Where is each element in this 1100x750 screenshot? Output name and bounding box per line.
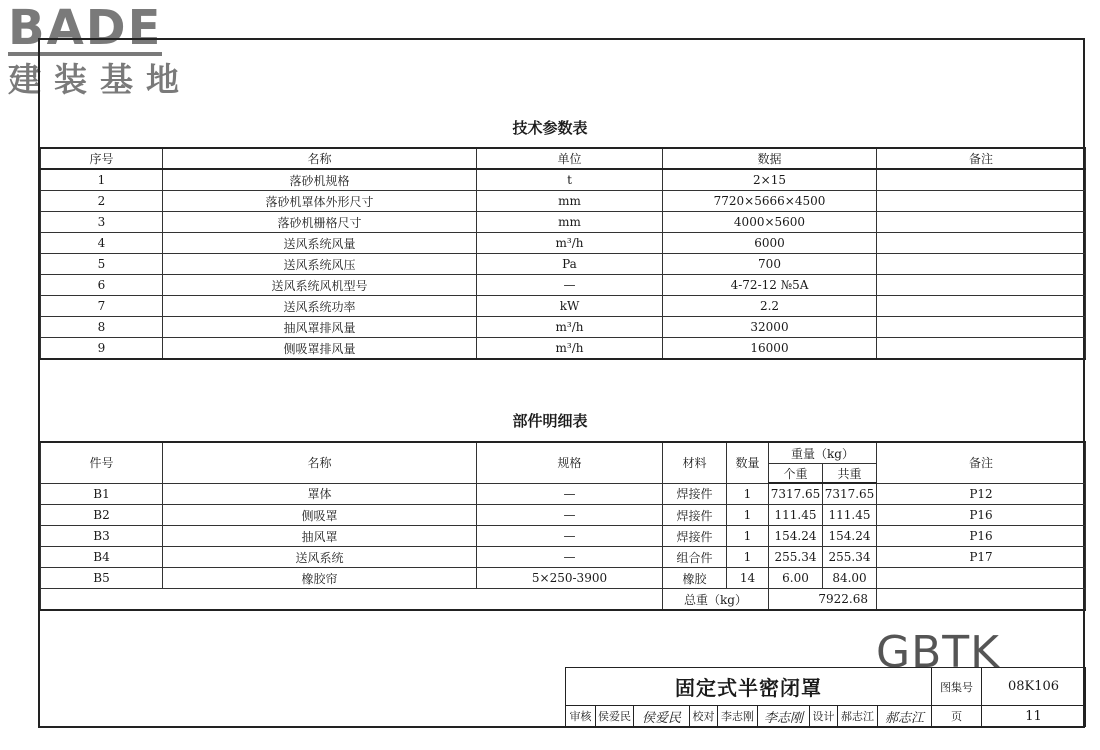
parts-header-cell: 重量（kg） [769, 442, 877, 464]
page-number: 11 [982, 706, 1086, 727]
table-row [41, 191, 1086, 212]
table-cell: 2.2 [663, 296, 877, 317]
table-cell: mm [477, 212, 663, 233]
table-cell: 焊接件 [663, 505, 727, 526]
table-cell: 7 [41, 296, 163, 317]
logo-cn: 建装基地 [8, 60, 192, 99]
atlas-label: 图集号 [932, 668, 982, 706]
table-cell: B2 [41, 505, 163, 526]
table-cell: — [477, 547, 663, 568]
table-row [41, 317, 1086, 338]
table-cell: 5 [41, 254, 163, 275]
params-header-cell: 单位 [477, 148, 663, 169]
table-cell: 5×250-3900 [477, 568, 663, 589]
table-cell: 送风系统风压 [163, 254, 477, 275]
table-cell [877, 191, 1086, 212]
table-cell: — [477, 505, 663, 526]
total-note [877, 589, 1086, 611]
table-cell: B3 [41, 526, 163, 547]
table-cell: 32000 [663, 317, 877, 338]
table-row [41, 505, 1086, 526]
params-header-cell: 序号 [41, 148, 163, 169]
table-cell: m³/h [477, 338, 663, 360]
table-cell: 落砂机规格 [163, 169, 477, 191]
table-cell [877, 254, 1086, 275]
table-cell: Pa [477, 254, 663, 275]
table-row [41, 568, 1086, 589]
designer-signature: 郝志江 [878, 706, 932, 727]
table-cell: 16000 [663, 338, 877, 360]
table-cell: 3 [41, 212, 163, 233]
parts-header-cell: 备注 [877, 442, 1086, 483]
table-cell: P17 [877, 547, 1086, 568]
checker-name: 李志刚 [718, 706, 758, 727]
table-cell: 7317.65 [823, 483, 877, 505]
table-row [41, 233, 1086, 254]
table-cell: 4 [41, 233, 163, 254]
table-row [41, 338, 1086, 360]
params-table [40, 147, 1086, 360]
table-cell [877, 568, 1086, 589]
parts-header-cell: 共重 [823, 464, 877, 484]
reviewer-signature: 侯爱民 [634, 706, 690, 727]
table-cell: 84.00 [823, 568, 877, 589]
logo-latin: BADE [8, 0, 163, 56]
table-cell [877, 233, 1086, 254]
atlas-number: 08K106 [982, 668, 1086, 706]
table-cell: B5 [41, 568, 163, 589]
table-row [41, 483, 1086, 505]
table-cell [877, 212, 1086, 233]
table-cell: 1 [727, 547, 769, 568]
table-cell: 154.24 [823, 526, 877, 547]
table-cell [877, 296, 1086, 317]
check-label: 校对 [690, 706, 718, 727]
table-cell [877, 169, 1086, 191]
table-cell: 154.24 [769, 526, 823, 547]
table-cell: — [477, 526, 663, 547]
reviewer-name: 侯爱民 [596, 706, 634, 727]
table-cell: 送风系统风机型号 [163, 275, 477, 296]
table-cell: 焊接件 [663, 483, 727, 505]
parts-header-cell: 材料 [663, 442, 727, 483]
total-label: 总重（kg） [663, 589, 769, 611]
table-cell: 侧吸罩排风量 [163, 338, 477, 360]
table-cell: 6000 [663, 233, 877, 254]
parts-header-row [41, 442, 1086, 464]
table-cell: B4 [41, 547, 163, 568]
title-block [565, 667, 1086, 727]
table-row [41, 526, 1086, 547]
table-cell: 落砂机栅格尺寸 [163, 212, 477, 233]
parts-table-title: 部件明细表 [512, 412, 588, 430]
table-cell [877, 275, 1086, 296]
title-block-row [566, 668, 1086, 706]
table-cell: 6.00 [769, 568, 823, 589]
table-cell: P16 [877, 505, 1086, 526]
table-cell: — [477, 483, 663, 505]
table-row [41, 212, 1086, 233]
table-cell: m³/h [477, 233, 663, 254]
table-cell: 2 [41, 191, 163, 212]
designer-name: 郝志江 [838, 706, 878, 727]
parts-header-cell: 件号 [41, 442, 163, 483]
table-cell: 255.34 [769, 547, 823, 568]
params-header-cell: 备注 [877, 148, 1086, 169]
table-cell: 焊接件 [663, 526, 727, 547]
review-label: 审核 [566, 706, 596, 727]
table-row [41, 275, 1086, 296]
table-cell: 700 [663, 254, 877, 275]
title-block-row [566, 706, 1086, 727]
table-cell: 111.45 [823, 505, 877, 526]
table-cell: P16 [877, 526, 1086, 547]
table-cell: — [477, 275, 663, 296]
params-header-cell: 名称 [163, 148, 477, 169]
table-cell: t [477, 169, 663, 191]
table-cell: 8 [41, 317, 163, 338]
table-cell: m³/h [477, 317, 663, 338]
table-cell: 抽风罩 [163, 526, 477, 547]
table-cell: B1 [41, 483, 163, 505]
table-cell: 落砂机罩体外形尺寸 [163, 191, 477, 212]
table-cell: P12 [877, 483, 1086, 505]
table-cell: 1 [41, 169, 163, 191]
table-row [41, 169, 1086, 191]
watermark-text: GBTK [876, 627, 1001, 678]
table-cell: 6 [41, 275, 163, 296]
table-row [41, 547, 1086, 568]
table-row [41, 296, 1086, 317]
parts-header-cell: 规格 [477, 442, 663, 483]
table-cell: 侧吸罩 [163, 505, 477, 526]
table-cell: mm [477, 191, 663, 212]
table-cell: 送风系统 [163, 547, 477, 568]
table-cell: 橡胶帘 [163, 568, 477, 589]
table-cell: 1 [727, 483, 769, 505]
table-cell: 4-72-12 №5A [663, 275, 877, 296]
parts-header-cell: 名称 [163, 442, 477, 483]
params-header-row [41, 148, 1086, 169]
table-cell: 送风系统功率 [163, 296, 477, 317]
params-header-cell: 数据 [663, 148, 877, 169]
table-cell: 111.45 [769, 505, 823, 526]
table-cell: kW [477, 296, 663, 317]
table-cell: 抽风罩排风量 [163, 317, 477, 338]
table-cell: 1 [727, 526, 769, 547]
table-cell: 7317.65 [769, 483, 823, 505]
page-label: 页 [932, 706, 982, 727]
table-cell [877, 317, 1086, 338]
table-cell: 14 [727, 568, 769, 589]
design-label: 设计 [810, 706, 838, 727]
total-value: 7922.68 [769, 589, 877, 611]
table-row [41, 254, 1086, 275]
checker-signature: 李志刚 [758, 706, 810, 727]
table-cell: 罩体 [163, 483, 477, 505]
table-cell [877, 338, 1086, 360]
total-spacer [41, 589, 663, 611]
parts-table [40, 441, 1086, 611]
parts-header-cell: 个重 [769, 464, 823, 484]
total-row [41, 589, 1086, 611]
table-cell: 送风系统风量 [163, 233, 477, 254]
table-cell: 2×15 [663, 169, 877, 191]
table-cell: 9 [41, 338, 163, 360]
drawing-frame [38, 38, 1085, 728]
params-table-title: 技术参数表 [512, 119, 588, 137]
table-cell: 1 [727, 505, 769, 526]
parts-header-cell: 数量 [727, 442, 769, 483]
table-cell: 7720×5666×4500 [663, 191, 877, 212]
table-cell: 组合件 [663, 547, 727, 568]
table-cell: 4000×5600 [663, 212, 877, 233]
drawing-title: 固定式半密闭罩 [566, 668, 932, 706]
table-cell: 255.34 [823, 547, 877, 568]
table-cell: 橡胶 [663, 568, 727, 589]
